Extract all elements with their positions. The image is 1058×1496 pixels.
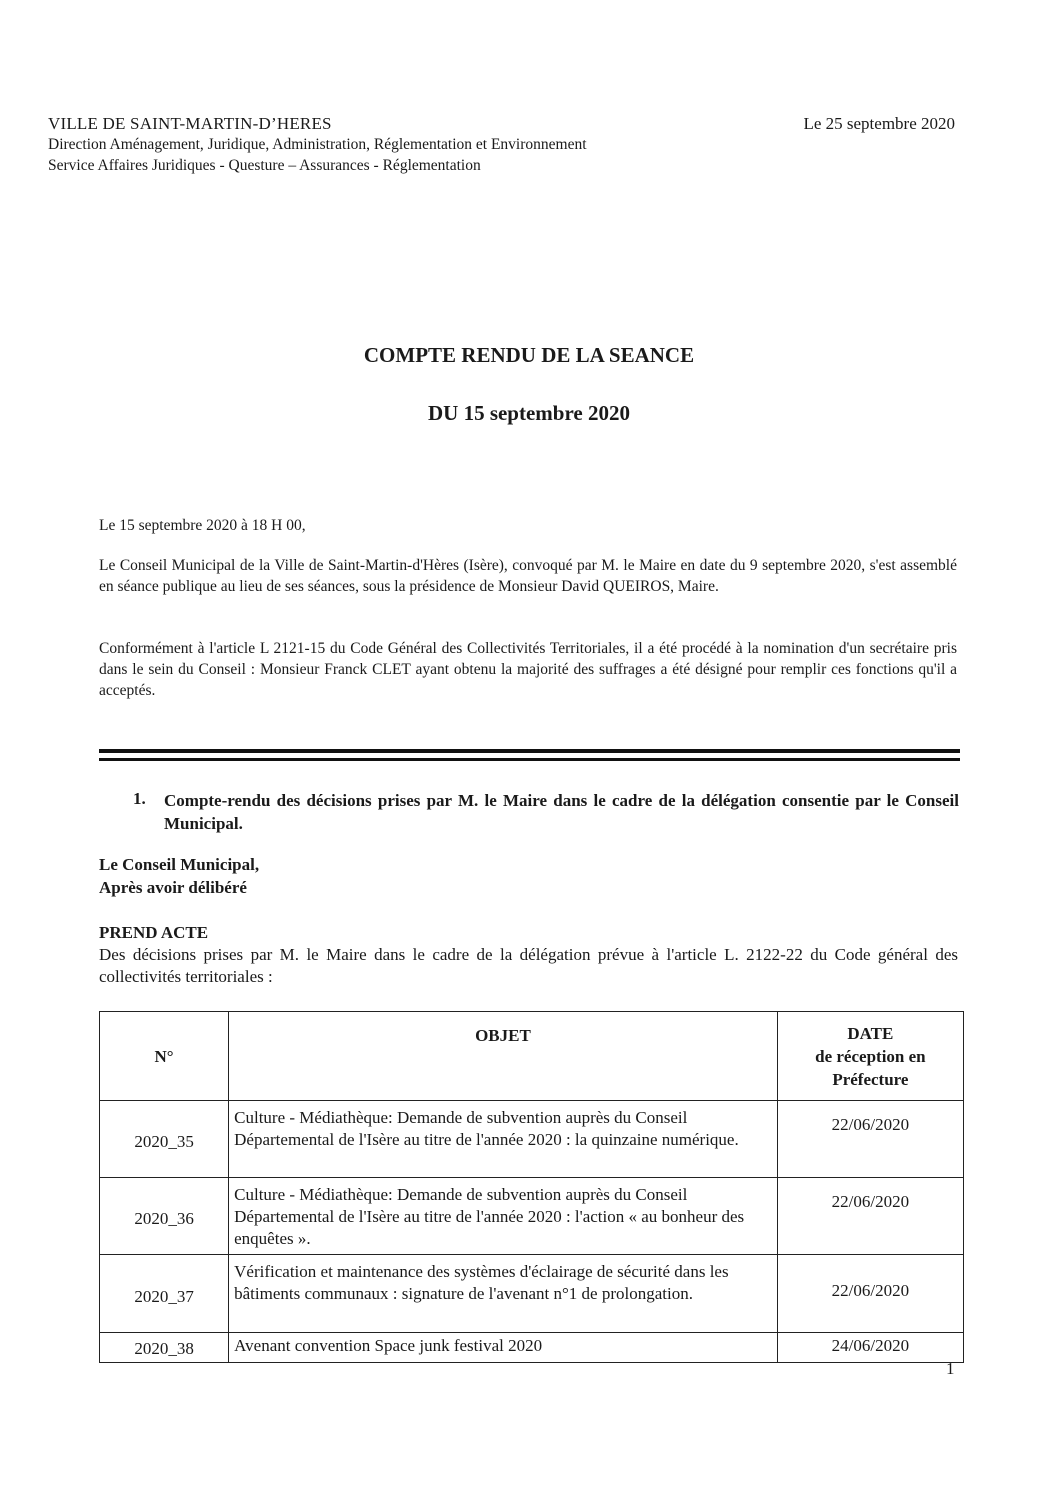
row-date: 24/06/2020 <box>777 1333 963 1363</box>
row-objet: Vérification et maintenance des systèmes d'éclairage de sécurité dans les bâtiments communaux : signature de l'avenant n°1 de prolongation. <box>229 1255 778 1333</box>
document-subtitle: DU 15 septembre 2020 <box>427 401 630 425</box>
table-row <box>100 1333 964 1363</box>
row-num: 2020_37 <box>100 1255 229 1333</box>
header-date <box>777 1012 963 1101</box>
decisions-table <box>99 1011 964 1363</box>
secretary-paragraph: Conformément à l'article L 2121-15 du Code Général des Collectivités Territoriales, il a été procédé à la nomination d'un secrétaire pris dans le sein du Conseil : Monsieur Franck CLET ayant obtenu la majorité des suffrages a été désigné pour remplir ces fonctions qu'il a acceptés. <box>99 640 957 699</box>
direction-name: Direction Aménagement, Juridique, Administration, Réglementation et Environnement <box>48 136 587 153</box>
section-divider-top <box>99 749 960 753</box>
row-objet: Culture - Médiathèque: Demande de subvention auprès du Conseil Départemental de l'Isère au titre de l'année 2020 : la quinzaine numérique. <box>229 1101 778 1178</box>
item-number: 1. <box>133 789 146 808</box>
table-row <box>100 1255 964 1333</box>
city-name: VILLE DE SAINT-MARTIN-D’HERES <box>48 114 332 133</box>
row-date: 22/06/2020 <box>777 1178 963 1255</box>
row-date: 22/06/2020 <box>777 1101 963 1178</box>
document-date: Le 25 septembre 2020 <box>803 114 955 133</box>
convocation-paragraph: Le Conseil Municipal de la Ville de Saint-Martin-d'Hères (Isère), convoqué par M. le Maire en date du 9 septembre 2020, s'est assemblé en séance publique au lieu de ses séances, sous la présidence de Monsieur David QUEIROS, Maire. <box>99 557 957 595</box>
document-title: COMPTE RENDU DE LA SEANCE <box>363 343 695 367</box>
council-label: Le Conseil Municipal, <box>99 855 260 874</box>
header-num: N° <box>100 1012 229 1101</box>
table-row <box>100 1101 964 1178</box>
table-row <box>100 1178 964 1255</box>
row-num: 2020_36 <box>100 1178 229 1255</box>
page-number: 1 <box>946 1359 955 1378</box>
row-num: 2020_38 <box>100 1333 229 1363</box>
session-time: Le 15 septembre 2020 à 18 H 00, <box>99 517 306 534</box>
service-name: Service Affaires Juridiques - Questure – Assurances - Réglementation <box>48 157 481 174</box>
row-date: 22/06/2020 <box>777 1255 963 1333</box>
decisions-paragraph: Des décisions prises par M. le Maire dans le cadre de la délégation prévue à l'article L. 2122-22 du Code général des collectivités territoriales : <box>99 945 958 986</box>
header-objet: OBJET <box>229 1012 778 1101</box>
header-date-line1: DATE <box>847 1023 894 1043</box>
prend-acte-heading: PREND ACTE <box>99 923 209 942</box>
header-date-line2: de réception en <box>815 1046 926 1066</box>
item-heading: Compte-rendu des décisions prises par M. le Maire dans le cadre de la délégation consentie par le Conseil Municipal. <box>164 791 959 833</box>
deliberation-label: Après avoir délibéré <box>99 878 247 897</box>
row-objet: Culture - Médiathèque: Demande de subvention auprès du Conseil Départemental de l'Isère au titre de l'année 2020 : l'action « au bonheur des enquêtes ». <box>229 1178 778 1255</box>
section-divider-bottom <box>99 758 960 761</box>
row-objet: Avenant convention Space junk festival 2020 <box>229 1333 778 1363</box>
table-header-row <box>100 1012 964 1101</box>
row-num: 2020_35 <box>100 1101 229 1178</box>
header-date-line3: Préfecture <box>832 1069 909 1089</box>
